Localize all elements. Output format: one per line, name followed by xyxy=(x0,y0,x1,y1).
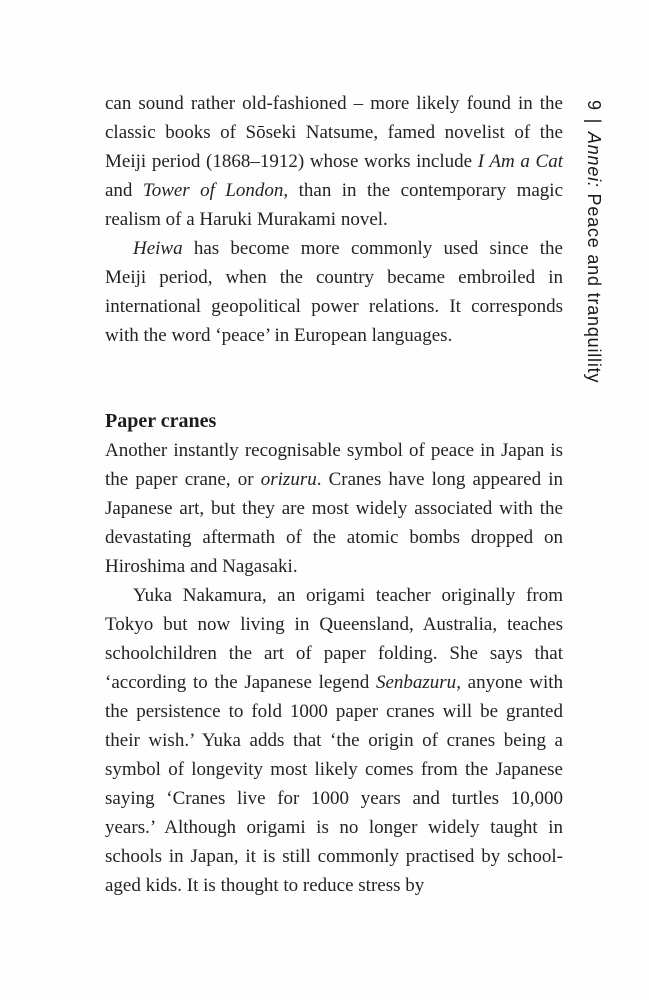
text-run: has become more commonly used since the Meiji period, when the country became embroiled in international geopolitical power relations. It corresponds with the word ‘peace’ in European languages. xyxy=(105,238,563,346)
text-run: Yuka Nakamura, an origami teacher originally from Tokyo but now living in Queensland, Australia, teaches schoolchildren the art of paper folding. She says that ‘according to the Japanese legend xyxy=(105,585,563,693)
section-heading: Paper cranes xyxy=(105,410,217,432)
text-run: and xyxy=(105,180,143,201)
running-head-separator: | xyxy=(584,112,604,130)
text-run: can sound rather old-fashioned – more likely found in the classic books of Sōseki Natsume, famed novelist of the Meiji period (1868–1912) whose works include xyxy=(105,93,563,172)
chapter-word-annei: Annei: xyxy=(584,131,604,188)
paragraph-yuka-nakamura xyxy=(105,581,563,900)
italic-text-run: Tower of London xyxy=(142,180,284,201)
text-run: , than in the contemporary magic realism of a Haruki Murakami novel. xyxy=(105,180,563,230)
chapter-subtitle: Peace and tranquillity xyxy=(584,187,604,384)
page-number: 9 xyxy=(584,100,604,111)
running-head-vertical xyxy=(583,100,604,383)
italic-text-run: orizuru xyxy=(260,469,317,490)
italic-text-run: I Am a Cat xyxy=(477,151,563,172)
text-run: Another instantly recognisable symbol of peace in Japan is the paper crane, or xyxy=(105,440,563,490)
italic-text-run: Heiwa xyxy=(133,238,183,259)
text-run: . Cranes have long appeared in Japanese art, but they are most widely associated with the devastating aftermath of the atomic bombs dropped on Hiroshima and Nagasaki. xyxy=(105,469,564,577)
page-text-column xyxy=(105,89,563,900)
italic-text-run: Senbazuru xyxy=(375,672,457,693)
paragraph-old-fashioned xyxy=(105,89,563,234)
paragraph-heiwa xyxy=(105,234,563,350)
text-run: , anyone with the persistence to fold 1000 paper cranes will be granted their wish.’ Yuka adds that ‘the origin of cranes being a symbol of longevity most likely comes from the Japanese saying ‘Cranes live for 1000 years and turtles 10,000 years.’ Although origami is no longer widely taught in schools in Japan, it is still commonly practised by school-aged kids. It is thought to reduce stress by xyxy=(105,672,564,896)
paragraph-paper-crane-symbol xyxy=(105,436,563,581)
